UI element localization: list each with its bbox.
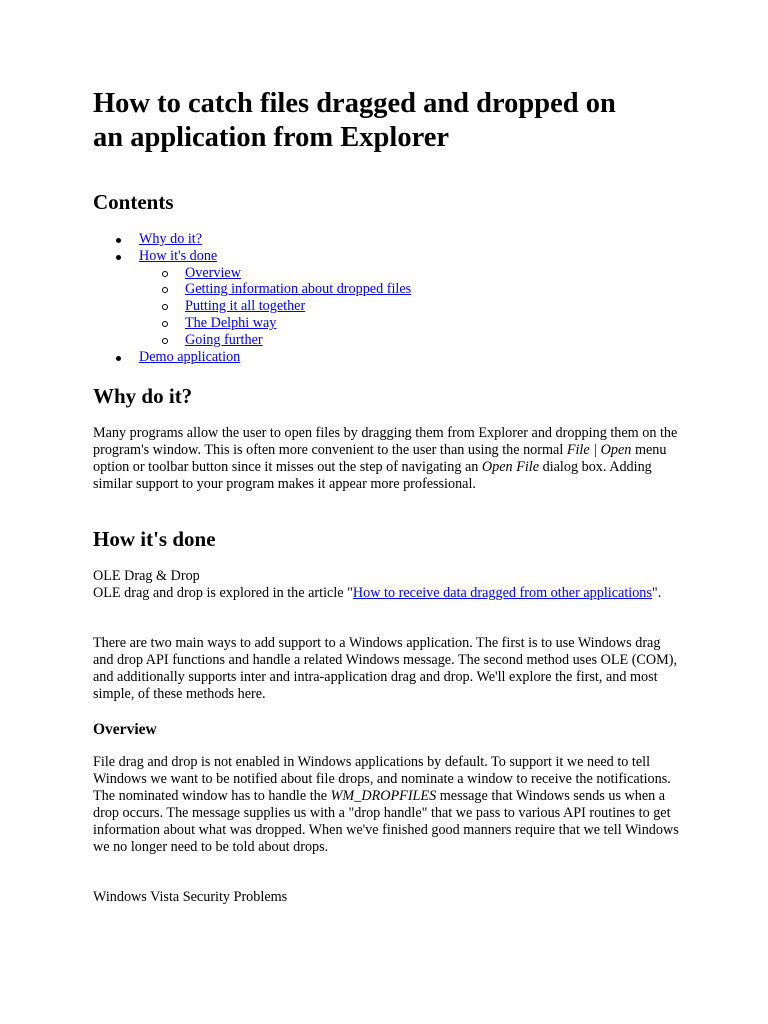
toc-link-delphi[interactable]: The Delphi way <box>185 314 277 331</box>
vista-security-title: Windows Vista Security Problems <box>93 889 288 905</box>
toc-link-going[interactable]: Going further <box>185 331 263 348</box>
how-heading: How it's done <box>93 527 216 551</box>
page-title-line-1: How to catch files dragged and dropped on <box>93 88 616 119</box>
why-heading: Why do it? <box>93 384 193 408</box>
article-link[interactable]: How to receive data dragged from other applications <box>352 584 652 601</box>
circle-bullet-icon <box>162 271 168 277</box>
toc-item-why <box>93 231 411 248</box>
toc-link-how[interactable]: How it's done <box>139 247 218 264</box>
file-open-menu-text: File | Open <box>566 441 632 458</box>
overview-heading: Overview <box>93 721 157 738</box>
open-file-dialog-text: Open File <box>481 458 540 475</box>
bullet-icon <box>116 255 121 260</box>
circle-bullet-icon <box>162 321 168 327</box>
toc-subitem-going <box>139 332 411 349</box>
bullet-icon <box>116 238 121 243</box>
toc-link-overview[interactable]: Overview <box>185 264 241 281</box>
toc-link-demo[interactable]: Demo application <box>139 348 241 365</box>
contents-heading: Contents <box>93 190 174 214</box>
wm-dropfiles-text: WM_DROPFILES <box>330 787 437 804</box>
page-title <box>93 87 693 155</box>
two-ways-paragraph: There are two main ways to add support to a Windows application. The first is to use Windows drag and drop API functions and handle a related Windows message. The second method uses OLE (COM), and additionally supports inter and intra-application drag and drop. We'll explore the first, and most simple, of these methods here. <box>93 635 678 702</box>
toc-item-demo <box>93 349 411 366</box>
toc-item-how <box>93 248 411 349</box>
bullet-icon <box>116 356 121 361</box>
ole-paragraph: OLE Drag & Drop OLE drag and drop is explored in the article "How to receive data dragged from other applications". <box>93 568 662 601</box>
why-paragraph: Many programs allow the user to open files by dragging them from Explorer and dropping them on the program's window. This is often more convenient to the user than using the normal File | Open menu option or toolbar button since it misses out the step of navigating an Open File dialog box. Adding similar support to your program makes it appear more professional. <box>93 425 678 492</box>
page-title-line-2: an application from Explorer <box>93 122 449 153</box>
toc-sublist <box>139 265 411 349</box>
overview-paragraph: File drag and drop is not enabled in Windows applications by default. To support it we need to tell Windows we want to be notified about file drops, and nominate a window to receive the notifications. The nominated window has to handle the WM_DROPFILES message that Windows sends us when a drop occurs. The message supplies us with a "drop handle" that we pass to various API routines to get information about what was dropped. When we've finished good manners require that we tell Windows we no longer need to be told about drops. <box>93 754 679 855</box>
toc-link-getting[interactable]: Getting information about dropped files <box>185 281 412 298</box>
table-of-contents <box>93 231 411 365</box>
toc-subitem-putting <box>139 298 411 315</box>
circle-bullet-icon <box>162 287 168 293</box>
toc-link-putting[interactable]: Putting it all together <box>185 298 306 315</box>
toc-link-why[interactable]: Why do it? <box>139 231 203 247</box>
ole-title: OLE Drag & Drop <box>93 568 200 584</box>
circle-bullet-icon <box>162 304 168 310</box>
circle-bullet-icon <box>162 338 168 344</box>
toc-subitem-delphi <box>139 315 411 332</box>
toc-subitem-overview <box>139 265 411 282</box>
toc-subitem-getting <box>139 281 411 298</box>
